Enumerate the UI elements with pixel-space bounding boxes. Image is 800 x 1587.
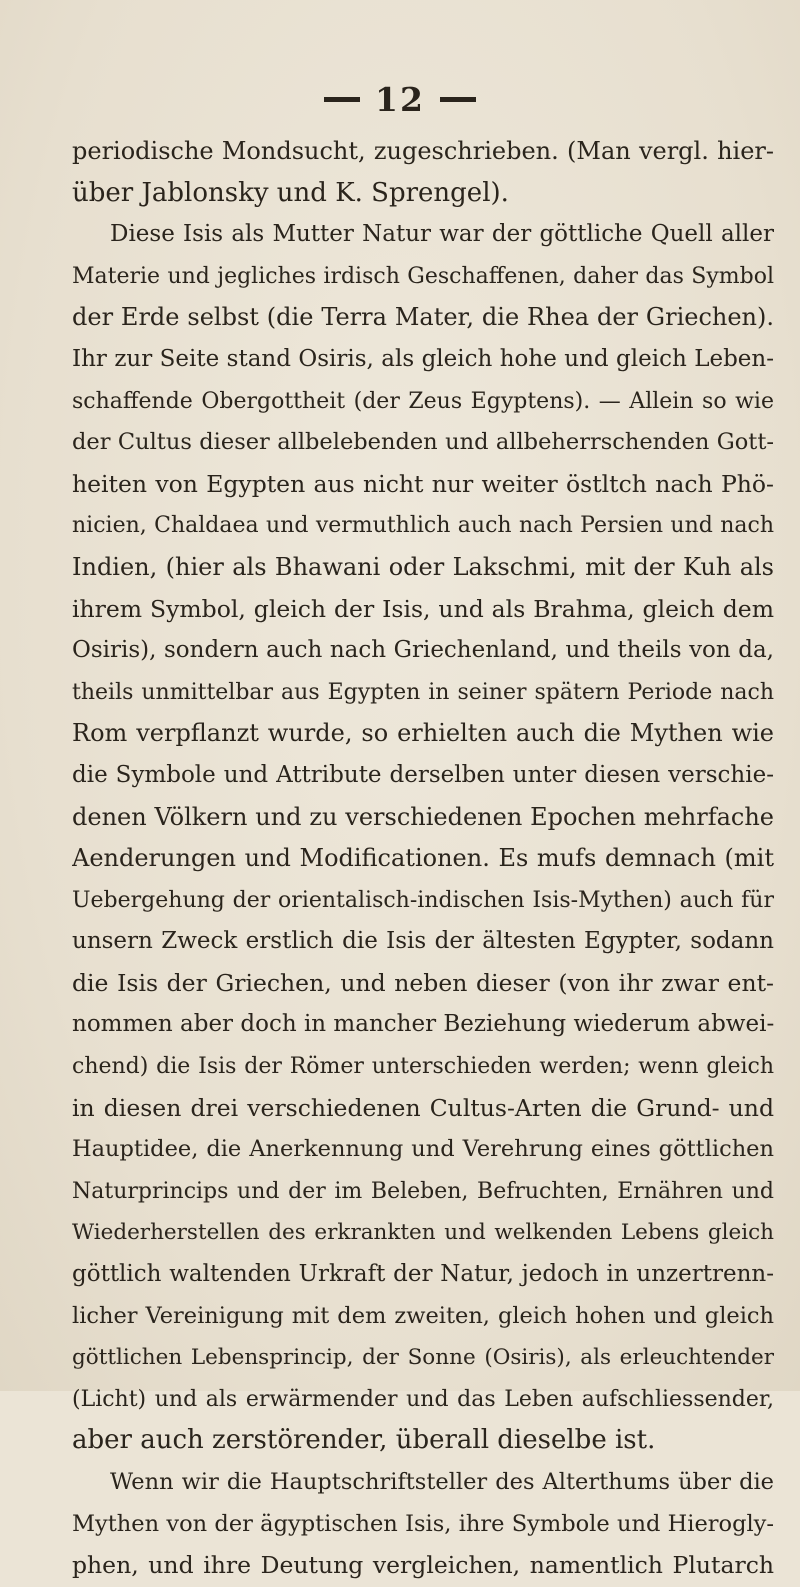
- text-line: göttlichen Lebensprincip, der Sonne (Osiris), als erleuchtender: [72, 1345, 774, 1371]
- text-line: Wiederherstellen des erkrankten und welkenden Lebens gleich: [72, 1220, 774, 1246]
- text-line: (Licht) und als erwärmender und das Leben aufschliessender,: [72, 1386, 774, 1412]
- text-line: Osiris), sondern auch nach Griechenland, und theils von da,: [72, 637, 774, 664]
- text-line: Wenn wir die Hauptschriftsteller des Alterthums über die: [110, 1469, 774, 1495]
- header-dash-right: [440, 97, 476, 102]
- text-line: nicien, Chaldaea und vermuthlich auch nach Persien und nach: [72, 513, 774, 539]
- text-line: phen, und ihre Deutung vergleichen, namentlich Plutarch: [72, 1551, 774, 1580]
- text-line: Materie und jegliches irdisch Geschaffenen, daher das Symbol: [72, 263, 774, 289]
- text-line: in diesen drei verschiedenen Cultus-Arten die Grund- und: [72, 1093, 774, 1122]
- text-line: Ihr zur Seite stand Osiris, als gleich hohe und gleich Leben-: [72, 345, 774, 372]
- text-line: aber auch zerstörender, überall dieselbe ist.: [72, 1425, 656, 1456]
- text-line: theils unmittelbar aus Egypten in seiner spätern Periode nach: [72, 679, 774, 705]
- text-line: Naturprincips und der im Beleben, Befruchten, Ernähren und: [72, 1178, 774, 1204]
- page-number: 12: [375, 80, 425, 119]
- text-line: Hauptidee, die Anerkennung und Verehrung eines göttlichen: [72, 1136, 774, 1163]
- text-line: denen Völkern und zu verschiedenen Epochen mehrfache: [72, 802, 774, 831]
- text-line: unsern Zweck erstlich die Isis der ältesten Egypter, sodann: [72, 928, 774, 955]
- page-header: [0, 80, 800, 120]
- text-line: göttlich waltenden Urkraft der Natur, jedoch in unzertrenn-: [72, 1261, 774, 1288]
- text-line: chend) die Isis der Römer unterschieden werden; wenn gleich: [72, 1054, 774, 1080]
- text-line: schaffende Obergottheit (der Zeus Egyptens). — Allein so wie: [72, 388, 774, 414]
- header-dash-left: [324, 97, 360, 102]
- text-line: die Isis der Griechen, und neben dieser (von ihr zwar ent-: [72, 968, 774, 997]
- body-text: [72, 131, 774, 1587]
- text-line: Rom verpflanzt wurde, so erhielten auch die Mythen wie: [72, 719, 774, 748]
- text-line: der Cultus dieser allbelebenden und allbeherrschenden Gott-: [72, 429, 774, 456]
- text-line: periodische Mondsucht, zugeschrieben. (Man vergl. hier-: [72, 137, 774, 165]
- text-line: Mythen von der ägyptischen Isis, ihre Symbole und Hierogly-: [72, 1510, 774, 1537]
- text-line: der Erde selbst (die Terra Mater, die Rhea der Griechen).: [72, 303, 774, 332]
- text-line: ihrem Symbol, gleich der Isis, und als Brahma, gleich dem: [72, 594, 774, 623]
- text-line: Aenderungen und Modificationen. Es mufs demnach (mit: [72, 844, 774, 873]
- text-line: Indien, (hier als Bhawani oder Lakschmi, mit der Kuh als: [72, 552, 774, 581]
- text-line: die Symbole und Attribute derselben unter diesen verschie-: [72, 761, 774, 788]
- text-line: heiten von Egypten aus nicht nur weiter östltch nach Phö-: [72, 469, 774, 498]
- text-line: Uebergehung der orientalisch-indischen Isis-Mythen) auch für: [72, 887, 774, 913]
- text-line: Diese Isis als Mutter Natur war der göttliche Quell aller: [110, 221, 774, 248]
- text-line: licher Vereinigung mit dem zweiten, gleich hohen und gleich: [72, 1302, 774, 1329]
- text-line: nommen aber doch in mancher Beziehung wiederum abwei-: [72, 1011, 774, 1038]
- text-line: über Jablonsky und K. Sprengel).: [72, 177, 509, 208]
